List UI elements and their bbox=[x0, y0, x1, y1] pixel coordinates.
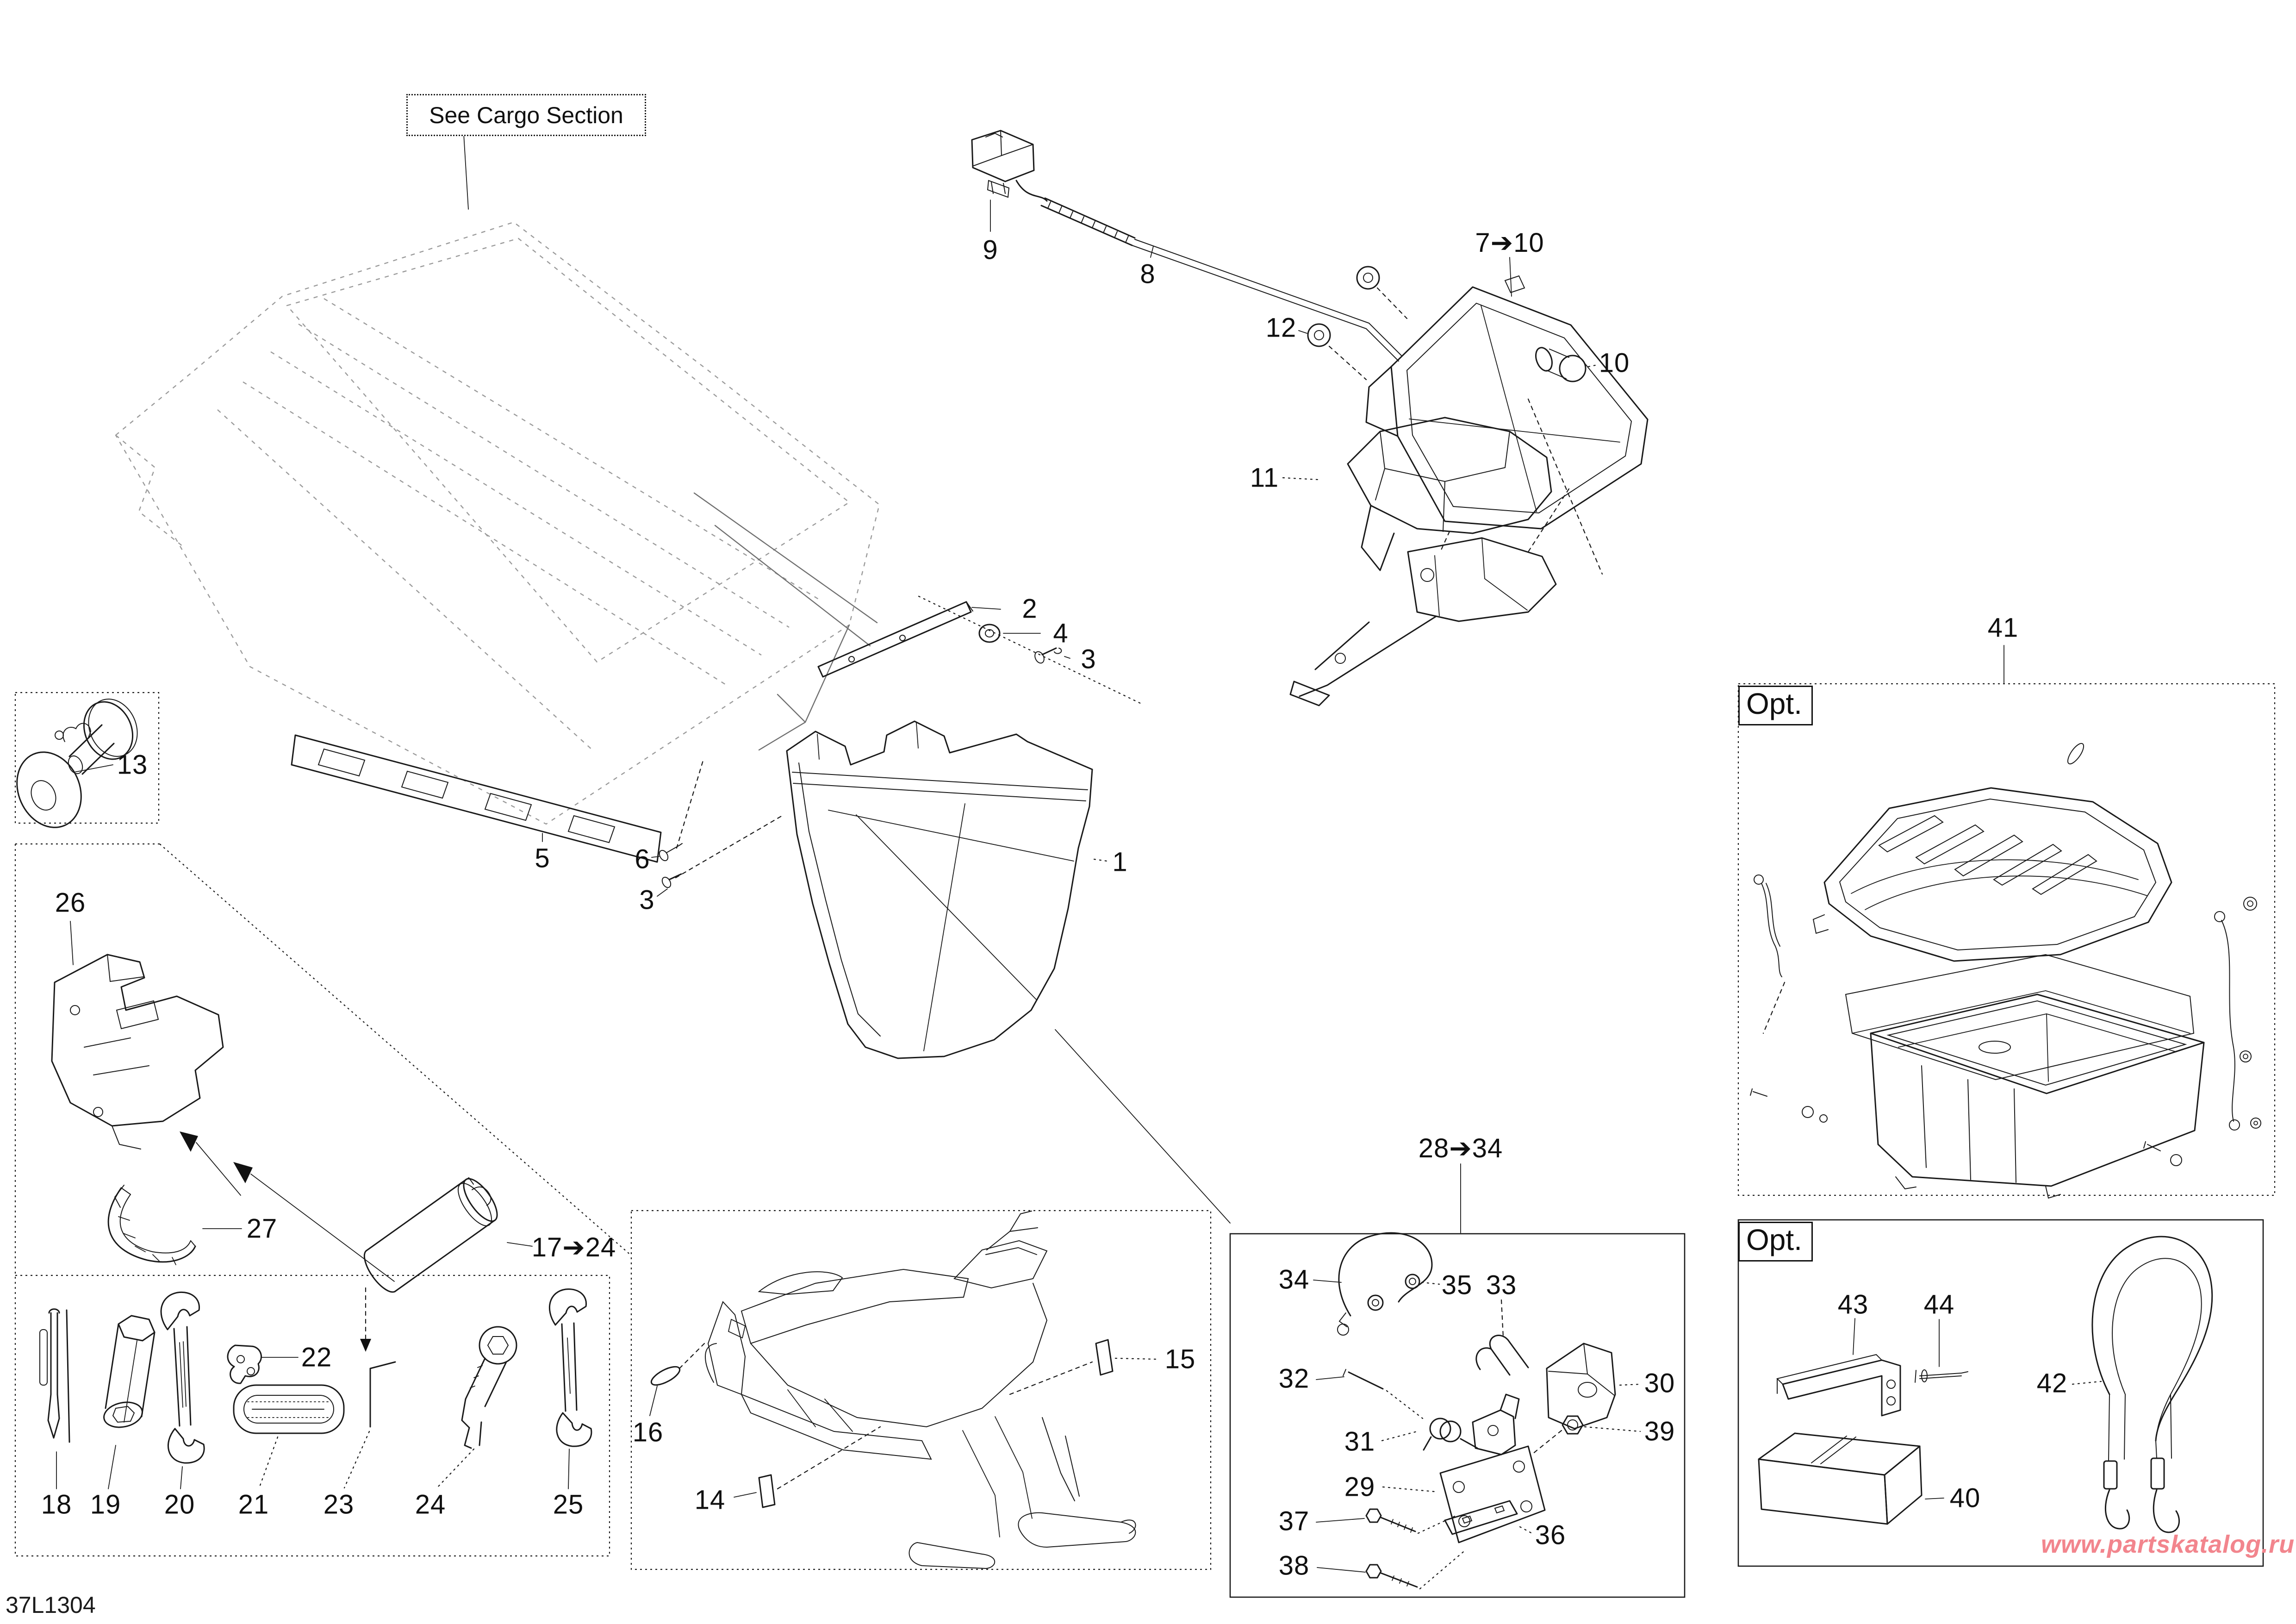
part-14-reflector-drawing bbox=[734, 1427, 880, 1507]
grommet-drawing bbox=[1357, 267, 1407, 319]
part-9-connector-drawing bbox=[972, 131, 1034, 231]
part-42-bungee-drawing bbox=[2072, 1237, 2212, 1532]
part-label-32: 32 bbox=[1278, 1363, 1310, 1394]
tool-22-clip-drawing bbox=[228, 1345, 298, 1383]
cargo-note-box bbox=[406, 94, 646, 136]
part-label-39: 39 bbox=[1644, 1416, 1675, 1447]
part-label-6: 6 bbox=[635, 844, 650, 874]
part-41-cargo-lid-drawing bbox=[1813, 741, 2172, 961]
tool-18-screwdriver-drawing bbox=[40, 1309, 69, 1489]
cargo-note-text: See Cargo Section bbox=[429, 102, 623, 128]
cargo-note-leader bbox=[464, 134, 468, 209]
part-31-spring-drawing bbox=[1382, 1418, 1477, 1450]
part-label-5: 5 bbox=[535, 843, 550, 874]
part-label-1: 1 bbox=[1112, 847, 1128, 877]
section-boxes bbox=[15, 684, 2295, 1597]
document-code: 37L1304 bbox=[6, 1592, 96, 1618]
part-10-bulb-drawing bbox=[1533, 345, 1598, 381]
part-label-36: 36 bbox=[1535, 1520, 1566, 1550]
part-label-37: 37 bbox=[1278, 1506, 1310, 1537]
part-label-33: 33 bbox=[1486, 1270, 1517, 1300]
part-label-24: 24 bbox=[415, 1489, 446, 1520]
part-12-grommet-drawing bbox=[1299, 324, 1366, 380]
part-label-14: 14 bbox=[694, 1485, 726, 1515]
part-44-rivet-drawing bbox=[1915, 1319, 1968, 1382]
part-label-38: 38 bbox=[1278, 1550, 1310, 1581]
opt-label-accessory-text: Opt. bbox=[1746, 1223, 1802, 1256]
part-label-26: 26 bbox=[55, 887, 86, 918]
opt-accessory-box bbox=[1738, 1220, 2295, 1566]
part-16-reflector-drawing bbox=[649, 1343, 704, 1416]
cargo-box-hardware-drawing bbox=[1750, 875, 2261, 1166]
part-label-34: 34 bbox=[1278, 1264, 1310, 1295]
snowmobile-drawing bbox=[705, 1211, 1136, 1568]
part-2-strip-drawing bbox=[818, 602, 1001, 677]
part-label-15: 15 bbox=[1164, 1344, 1196, 1374]
part-label-43: 43 bbox=[1837, 1289, 1869, 1320]
flap-to-hitch-line bbox=[1055, 1030, 1230, 1223]
part-label-41: 41 bbox=[1987, 612, 2019, 643]
opt-cargo-box bbox=[1738, 684, 2275, 1195]
part-label-40: 40 bbox=[1949, 1483, 1981, 1513]
part-label-3b: 3 bbox=[639, 885, 655, 915]
part-label-12: 12 bbox=[1265, 312, 1297, 343]
part-label-42: 42 bbox=[2036, 1368, 2068, 1399]
part-39-nut-drawing bbox=[1533, 1416, 1640, 1454]
part-4-washer-drawing bbox=[979, 625, 1040, 642]
part-label-23: 23 bbox=[323, 1489, 355, 1520]
part-5-strip-drawing bbox=[292, 735, 661, 862]
tool-20-wrench-drawing bbox=[161, 1292, 204, 1489]
tool-25-wrench-drawing bbox=[549, 1289, 591, 1489]
part-label-17-24: 17➔24 bbox=[531, 1232, 616, 1262]
part-label-29: 29 bbox=[1344, 1472, 1375, 1502]
part-8-harness-drawing bbox=[1016, 181, 1401, 361]
part-37-bolt-drawing bbox=[1316, 1509, 1458, 1533]
part-label-8: 8 bbox=[1140, 259, 1156, 289]
part-label-16: 16 bbox=[632, 1417, 664, 1448]
part-43-bracket-drawing bbox=[1777, 1318, 1900, 1416]
part-label-3a: 3 bbox=[1081, 644, 1096, 675]
part-41-cargo-tub-drawing bbox=[1871, 994, 2204, 1198]
part-label-13: 13 bbox=[117, 750, 148, 780]
part-label-18: 18 bbox=[41, 1489, 72, 1520]
part-11-support-drawing bbox=[1283, 418, 1556, 706]
part-label-20: 20 bbox=[164, 1489, 195, 1520]
part-label-4: 4 bbox=[1053, 618, 1069, 649]
part-label-7-10: 7➔10 bbox=[1475, 228, 1544, 258]
part-15-reflector-drawing bbox=[1010, 1340, 1157, 1394]
part-label-31: 31 bbox=[1344, 1426, 1375, 1457]
part-label-30: 30 bbox=[1644, 1368, 1675, 1399]
part-label-21: 21 bbox=[238, 1489, 269, 1520]
part-label-22: 22 bbox=[301, 1342, 332, 1373]
part-label-28-34: 28➔34 bbox=[1418, 1133, 1503, 1163]
part-36-plate-drawing bbox=[1445, 1501, 1532, 1534]
opt-label-accessory bbox=[1738, 1222, 1813, 1262]
part-1-snowflap-drawing bbox=[676, 721, 1107, 1058]
part-29-plate-bracket-drawing bbox=[1383, 1394, 1545, 1543]
part-label-35: 35 bbox=[1441, 1270, 1473, 1300]
part-label-27: 27 bbox=[246, 1213, 278, 1244]
part-label-2: 2 bbox=[1022, 593, 1038, 624]
part-41-cargo-gasket-drawing bbox=[1846, 955, 2194, 1080]
opt-label-cargo bbox=[1738, 686, 1813, 725]
part-38-bolt-drawing bbox=[1317, 1552, 1463, 1589]
part-label-9: 9 bbox=[983, 235, 998, 265]
taillight-lens-drawing bbox=[1366, 257, 1648, 574]
vehicle-box bbox=[631, 1211, 1211, 1569]
part-17-24-toolkit-canister-drawing bbox=[360, 1174, 532, 1352]
opt-label-cargo-text: Opt. bbox=[1746, 687, 1802, 720]
toolkit-association-lines bbox=[15, 844, 631, 1275]
part-label-11: 11 bbox=[1250, 462, 1279, 493]
tool-23-hex-key-drawing bbox=[344, 1362, 395, 1488]
part-40-pad-drawing bbox=[1759, 1433, 1944, 1524]
part-3b-rivet-drawing bbox=[657, 874, 681, 896]
tool-19-plug-socket-drawing bbox=[102, 1316, 155, 1489]
part-label-25: 25 bbox=[553, 1489, 584, 1520]
part-26-bracket-drawing bbox=[52, 921, 394, 1281]
part-33-cotter-pin-drawing bbox=[1476, 1300, 1528, 1375]
part-label-10: 10 bbox=[1599, 348, 1630, 378]
tunnel-ghost-drawing bbox=[116, 134, 879, 824]
tool-24-multi-wrench-drawing bbox=[437, 1327, 516, 1488]
part-27-strap-drawing bbox=[108, 1185, 242, 1265]
watermark: www.partskatalog.ru bbox=[2041, 1530, 2295, 1558]
part-label-44: 44 bbox=[1923, 1289, 1955, 1320]
tool-21-folded-kit-drawing bbox=[234, 1385, 344, 1488]
part-label-19: 19 bbox=[90, 1489, 121, 1520]
part-32-pin-drawing bbox=[1316, 1369, 1423, 1418]
part-30-hitch-bracket-drawing bbox=[1547, 1343, 1641, 1429]
